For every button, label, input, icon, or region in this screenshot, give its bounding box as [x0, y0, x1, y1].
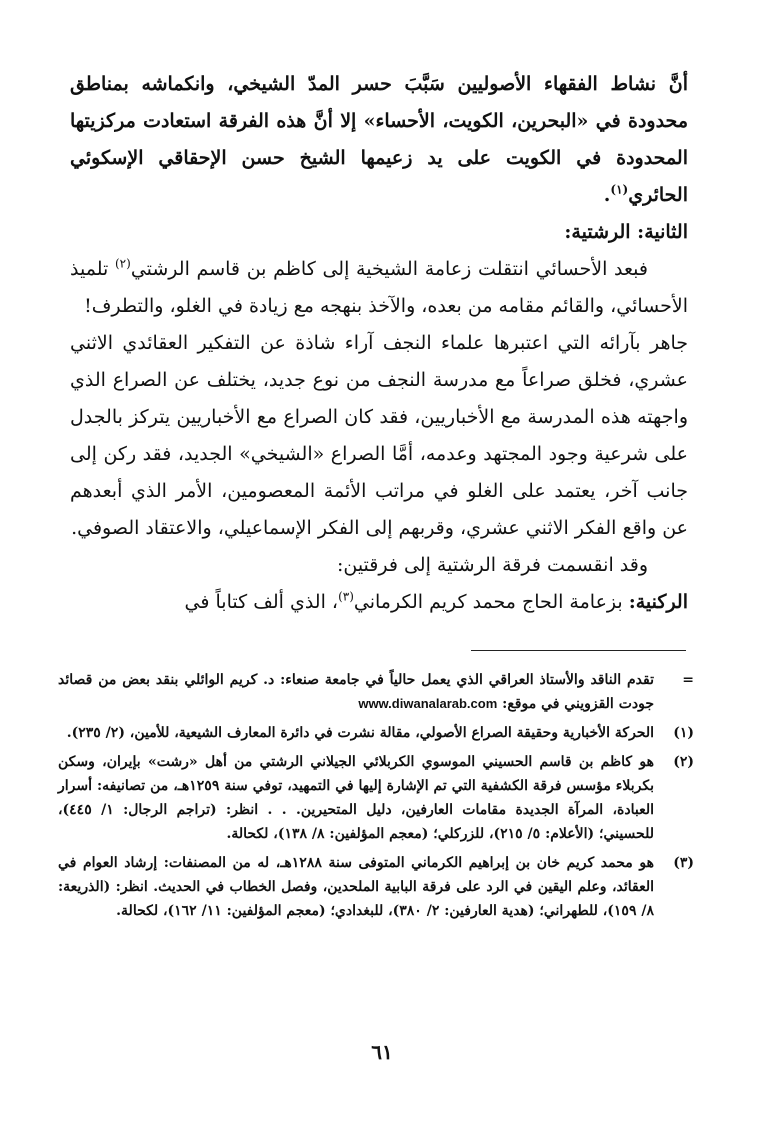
footnote-text: الحركة الأخبارية وحقيقة الصراع الأصولي، مقالة نشرت في دائرة المعارف الشيعية، للأمين، (٢/ ٢٣٥).: [66, 725, 654, 741]
main-text: [70, 66, 688, 621]
paragraph-2-text-a: فبعد الأحسائي انتقلت زعامة الشيخية إلى كاظم بن قاسم الرشتي: [130, 258, 649, 280]
paragraph-1-end: .: [603, 184, 611, 206]
paragraph-2: [70, 251, 688, 325]
footnote-1: [58, 721, 694, 745]
footnote-3: [58, 851, 694, 923]
section-heading: الثانية: الرشتية:: [564, 221, 688, 243]
footnote-2: [58, 750, 694, 846]
paragraph-4: وقد انقسمت فرقة الرشتية إلى فرقتين:: [336, 554, 648, 576]
footnote-ref-2: (٢): [114, 256, 131, 271]
footnote-continued: [58, 668, 694, 716]
footnotes: [58, 668, 694, 928]
footnote-text: هو محمد كريم خان بن إبراهيم الكرماني المتوفى سنة ١٢٨٨هـ، له من المصنفات: إرشاد العوام في العقائد، وعلم اليقين في الرد على فرقة البابية الملحدين، وفصل الخطاب في الحديث. انظر: (الذريعة: ٨/ ١٥٩)، للطهراني؛ (هدية العارفين: ٢/ ٣٨٠)، للبغدادي؛ (معجم المؤلفين: ١١/ ١٦٢)، لكحالة.: [58, 855, 654, 919]
paragraph-5-text-a: بزعامة الحاج محمد كريم الكرماني: [353, 591, 629, 613]
paragraph-2-text-b: تلميذ الأحسائي، والقائم مقامه من بعده، والآخذ بنهجه مع زيادة في الغلو، والتطرف!: [70, 258, 688, 317]
paragraph-5: [70, 584, 688, 621]
paragraph-1-text: أنَّ نشاط الفقهاء الأصوليين سَبَّبَ حسر المدّ الشيخي، وانكماشه بمناطق محدودة في «البحرين، الكويت، الأحساء» إلا أنَّ هذه الفرقة استعادت مركزيتها المحدودة في الكويت على يد زعيمها الشيخ حسن الإحقاقي الإسكوئي الحائري: [70, 73, 688, 206]
footnote-mark: (١): [673, 725, 694, 741]
paragraph-1: [70, 66, 688, 214]
paragraph-3: جاهر بآرائه التي اعتبرها علماء النجف آراء شاذة عن التفكير العقائدي الاثني عشري، فخلق صراعاً مع مدرسة النجف من نوع جديد، يختلف عن الصراع الذي واجهته هذه المدرسة مع الأخباريين، فقد كان الصراع مع الأخباريين يتركز بالجدل على شرعية وجود المجتهد وعدمه، أمَّا الصراع «الشيخي» الجديد، فقد ركن إلى جانب آخر، يعتمد على الغلو في مراتب الأئمة المعصومين، الأمر الذي أبعدهم عن واقع الفكر الاثني عشري، وقربهم إلى الفكر الإسماعيلي، والاعتقاد الصوفي.: [70, 332, 688, 539]
footnote-ref-1: (١): [610, 182, 629, 197]
footnote-url: www.diwanalarab.com: [358, 696, 498, 711]
footnote-mark: (٣): [673, 855, 694, 871]
footnote-text: تقدم الناقد والأستاذ العراقي الذي يعمل حالياً في جامعة صنعاء: د. كريم الوائلي بنقد بعض من قصائد جودت القزويني في موقع:: [58, 672, 654, 712]
paragraph-5-text-b: ، الذي ألف كتاباً في: [184, 591, 339, 613]
footnote-ref-3: (٣): [338, 589, 354, 604]
footnote-mark: (٢): [673, 754, 694, 770]
paragraph-5-lead: الركنية:: [628, 591, 688, 613]
footnote-mark: =: [682, 672, 694, 688]
footnote-body: [58, 668, 654, 716]
footnote-text: هو كاظم بن قاسم الحسيني الموسوي الكربلائي الجيلاني الرشتي من أهل «رشت» بإيران، وسكن بكربلاء مؤسس فرقة الكشفية التي تم الإشارة إليها في التمهيد، توفي سنة ١٢٥٩هـ، من تصانيفه: أسرار العبادة، المرآة الجديدة مقامات العارفين، دليل المتحيرين. . . انظر: (تراجم الرجال: ١/ ٤٤٥)، للحسيني؛ (الأعلام: ٥/ ٢١٥)، للزركلي؛ (معجم المؤلفين: ٨/ ١٣٨)، لكحالة.: [58, 754, 654, 842]
footnote-separator: [471, 650, 686, 651]
page-number: ٦١: [371, 1040, 393, 1064]
